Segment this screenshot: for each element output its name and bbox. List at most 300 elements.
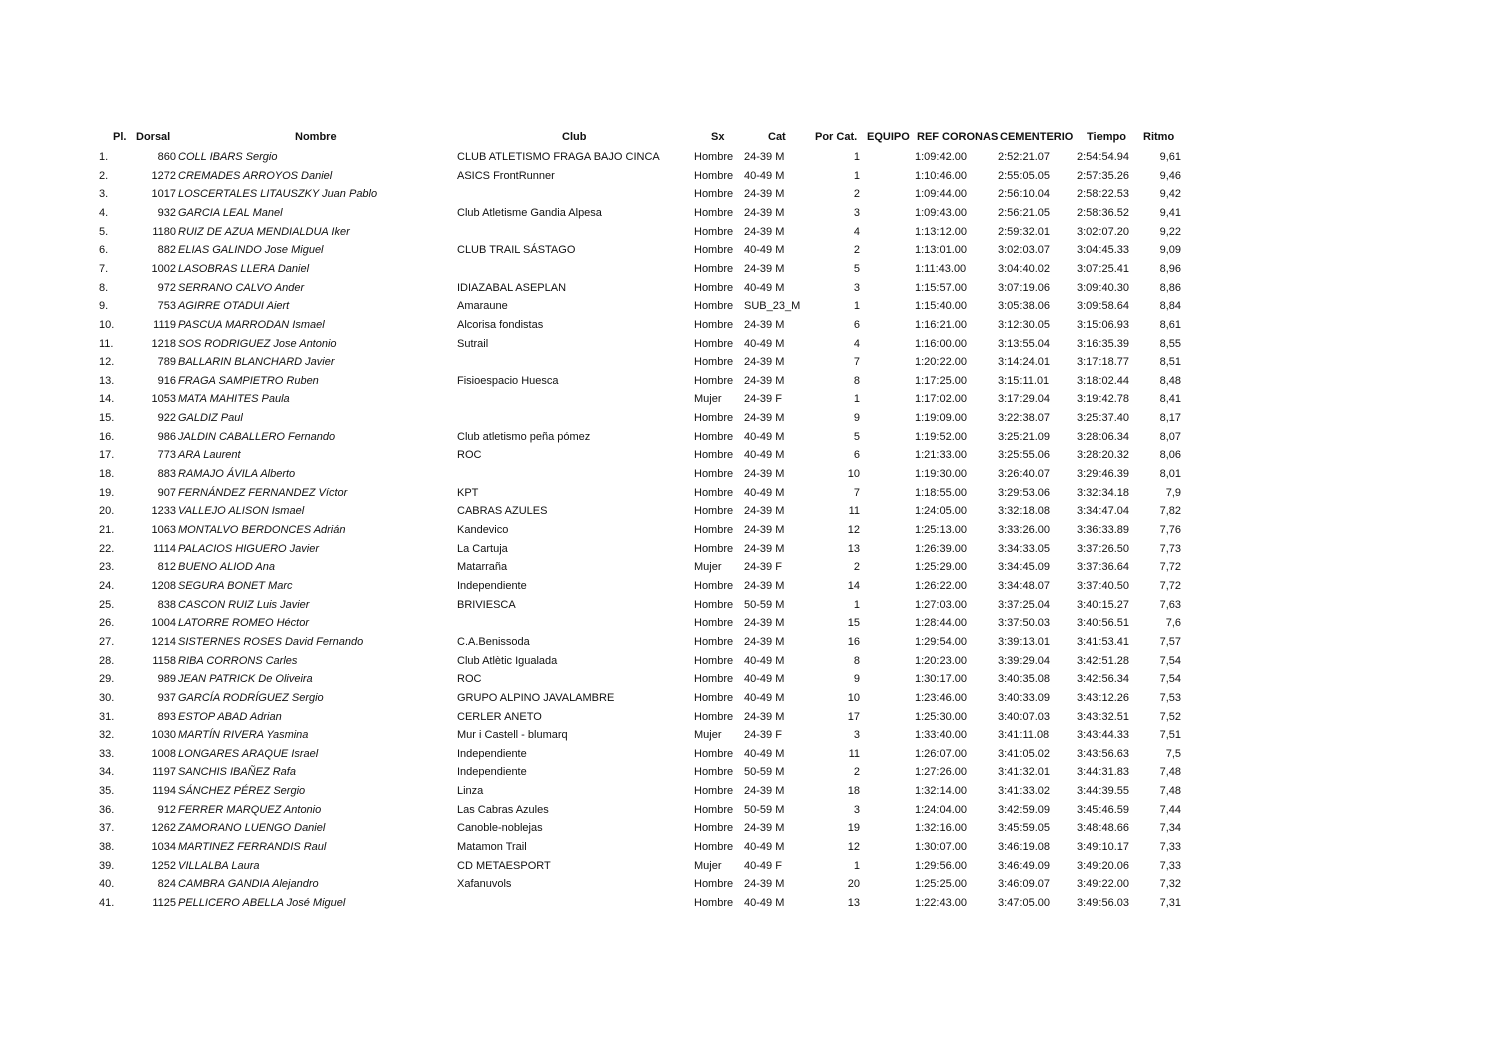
cell-tiempo: 3:42:51.28 xyxy=(1077,654,1129,667)
cell-ref-coronas: 1:19:52.00 xyxy=(915,430,967,443)
cell-ref-coronas: 1:27:03.00 xyxy=(915,598,967,611)
cell-cementerio: 3:05:38.06 xyxy=(998,300,1050,313)
cell-tiempo: 3:37:26.50 xyxy=(1077,542,1129,555)
cell-sx: Hombre xyxy=(694,878,734,891)
cell-cementerio: 2:56:21.05 xyxy=(998,206,1050,219)
table-row xyxy=(0,185,1497,204)
cell-sx: Hombre xyxy=(694,468,734,481)
cell-por-cat: 11 xyxy=(848,747,860,760)
table-row xyxy=(0,260,1497,279)
cell-dorsal: 1194 xyxy=(152,785,176,798)
cell-ritmo: 7,76 xyxy=(1159,524,1181,536)
cell-ritmo: 9,22 xyxy=(1159,225,1181,238)
cell-ref-coronas: 1:25:25.00 xyxy=(915,878,967,891)
cell-cat: 24-39 M xyxy=(744,206,785,219)
cell-sx: Hombre xyxy=(694,579,734,592)
cell-cat: 40-49 M xyxy=(744,691,785,704)
cell-tiempo: 2:58:36.52 xyxy=(1077,206,1129,219)
cell-pl: 40. xyxy=(99,878,115,891)
cell-dorsal: 1002 xyxy=(151,262,176,275)
cell-por-cat: 2 xyxy=(853,766,860,779)
cell-club: Sutrail xyxy=(457,337,489,350)
cell-tiempo: 3:09:58.64 xyxy=(1077,300,1129,313)
cell-dorsal: 1119 xyxy=(153,318,176,331)
cell-club: KPT xyxy=(457,486,479,499)
table-row xyxy=(0,782,1497,801)
cell-ref-coronas: 1:19:30.00 xyxy=(915,468,967,481)
cell-ref-coronas: 1:32:16.00 xyxy=(915,822,967,835)
table-row xyxy=(0,297,1497,316)
cell-por-cat: 12 xyxy=(847,524,860,536)
cell-dorsal: 860 xyxy=(157,151,176,163)
cell-cat: 24-39 M xyxy=(744,412,785,425)
cell-por-cat: 13 xyxy=(847,897,860,909)
table-row xyxy=(0,335,1497,354)
cell-dorsal: 1030 xyxy=(151,729,176,742)
cell-tiempo: 3:49:22.00 xyxy=(1077,878,1129,891)
cell-tiempo: 3:07:25.41 xyxy=(1077,262,1129,275)
cell-ref-coronas: 1:10:46.00 xyxy=(915,169,967,182)
table-row xyxy=(0,167,1497,186)
cell-tiempo: 3:36:33.89 xyxy=(1077,524,1129,536)
table-row xyxy=(0,801,1497,820)
cell-por-cat: 3 xyxy=(853,281,860,294)
cell-cat: 24-39 F xyxy=(744,393,782,406)
cell-dorsal: 907 xyxy=(157,486,176,499)
cell-nombre: SANCHIS IBAÑEZ Rafa xyxy=(178,766,296,779)
cell-pl: 26. xyxy=(99,617,115,630)
cell-tiempo: 2:54:54.94 xyxy=(1077,151,1129,163)
cell-dorsal: 916 xyxy=(157,374,176,387)
table-row xyxy=(0,708,1497,727)
table-row xyxy=(0,390,1497,409)
cell-club: Club atletismo peña pómez xyxy=(457,430,591,443)
cell-dorsal: 1158 xyxy=(152,654,176,667)
cell-sx: Hombre xyxy=(694,766,734,779)
cell-cat: 24-39 M xyxy=(744,374,785,387)
cell-cementerio: 3:47:05.00 xyxy=(998,897,1050,909)
cell-por-cat: 15 xyxy=(847,617,860,630)
cell-tiempo: 3:49:20.06 xyxy=(1077,859,1129,872)
cell-cat: SUB_23_M xyxy=(744,300,801,313)
cell-tiempo: 3:43:44.33 xyxy=(1077,729,1129,742)
cell-ref-coronas: 1:13:01.00 xyxy=(915,244,967,257)
cell-ritmo: 7,48 xyxy=(1159,785,1181,798)
cell-ritmo: 7,31 xyxy=(1159,897,1181,909)
cell-por-cat: 4 xyxy=(853,337,860,350)
cell-club: CLUB TRAIL SÁSTAGO xyxy=(457,244,576,257)
cell-tiempo: 3:32:34.18 xyxy=(1077,486,1129,499)
cell-nombre: FERRER MARQUEZ Antonio xyxy=(178,803,322,816)
cell-tiempo: 3:43:56.63 xyxy=(1077,747,1129,760)
cell-nombre: LATORRE ROMEO Héctor xyxy=(178,617,310,630)
table-row xyxy=(0,689,1497,708)
cell-dorsal: 883 xyxy=(157,468,176,481)
cell-nombre: ESTOP ABAD Adrian xyxy=(178,710,282,723)
cell-tiempo: 3:25:37.40 xyxy=(1077,412,1129,425)
table-header xyxy=(0,128,1497,147)
cell-nombre: AGIRRE OTADUI Aiert xyxy=(178,300,290,313)
cell-cat: 24-39 M xyxy=(744,505,785,518)
cell-por-cat: 4 xyxy=(853,225,860,238)
cell-cementerio: 3:37:25.04 xyxy=(998,598,1050,611)
cell-cat: 24-39 M xyxy=(744,878,785,891)
cell-cementerio: 3:34:48.07 xyxy=(998,579,1050,592)
cell-cementerio: 3:37:50.03 xyxy=(998,617,1050,630)
cell-sx: Hombre xyxy=(694,151,734,163)
cell-ritmo: 9,09 xyxy=(1159,244,1181,257)
cell-sx: Hombre xyxy=(694,897,734,909)
cell-cat: 24-39 M xyxy=(744,710,785,723)
table-row xyxy=(0,279,1497,298)
cell-nombre: PALACIOS HIGUERO Javier xyxy=(178,542,319,555)
cell-ref-coronas: 1:33:40.00 xyxy=(915,729,967,742)
cell-nombre: SOS RODRIGUEZ Jose Antonio xyxy=(178,337,337,350)
table-row xyxy=(0,372,1497,391)
header-equipo: EQUIPO xyxy=(867,131,910,143)
cell-dorsal: 972 xyxy=(157,281,176,294)
cell-ritmo: 7,32 xyxy=(1159,878,1181,891)
cell-nombre: MONTALVO BERDONCES Adrián xyxy=(178,524,346,536)
cell-pl: 23. xyxy=(99,561,115,574)
cell-club: GRUPO ALPINO JAVALAMBRE xyxy=(457,691,615,704)
cell-cat: 50-59 M xyxy=(744,766,785,779)
cell-por-cat: 10 xyxy=(847,468,860,481)
cell-ritmo: 7,6 xyxy=(1165,617,1181,630)
cell-por-cat: 5 xyxy=(853,430,860,443)
cell-pl: 39. xyxy=(99,859,115,872)
cell-dorsal: 1233 xyxy=(151,505,176,518)
cell-ref-coronas: 1:25:29.00 xyxy=(915,561,967,574)
table-row xyxy=(0,465,1497,484)
cell-ref-coronas: 1:25:13.00 xyxy=(915,524,967,536)
table-row xyxy=(0,521,1497,540)
cell-ritmo: 8,07 xyxy=(1159,430,1181,443)
cell-nombre: VILLALBA Laura xyxy=(178,859,260,872)
cell-por-cat: 9 xyxy=(853,412,860,425)
cell-pl: 16. xyxy=(99,430,115,443)
cell-por-cat: 1 xyxy=(853,598,860,611)
cell-pl: 6. xyxy=(99,244,109,257)
cell-club: Independiente xyxy=(457,747,527,760)
cell-pl: 29. xyxy=(99,673,115,686)
cell-por-cat: 20 xyxy=(847,878,860,891)
cell-tiempo: 2:58:22.53 xyxy=(1077,188,1129,201)
cell-sx: Mujer xyxy=(694,859,722,872)
cell-dorsal: 1034 xyxy=(151,841,176,854)
cell-nombre: FRAGA SAMPIETRO Ruben xyxy=(178,374,319,387)
cell-ritmo: 8,51 xyxy=(1159,356,1181,369)
cell-cat: 24-39 M xyxy=(744,356,785,369)
cell-dorsal: 1197 xyxy=(152,766,176,779)
cell-ritmo: 7,72 xyxy=(1159,579,1181,592)
cell-cementerio: 3:26:40.07 xyxy=(998,468,1050,481)
cell-ref-coronas: 1:28:44.00 xyxy=(915,617,967,630)
cell-nombre: MARTINEZ FERRANDIS Raul xyxy=(178,841,327,854)
table-row xyxy=(0,558,1497,577)
cell-sx: Hombre xyxy=(694,262,734,275)
cell-pl: 4. xyxy=(99,206,109,219)
cell-cat: 24-39 M xyxy=(744,188,785,201)
cell-por-cat: 7 xyxy=(853,356,860,369)
cell-cementerio: 3:25:21.09 xyxy=(998,430,1050,443)
cell-cementerio: 3:40:35.08 xyxy=(998,673,1050,686)
cell-cementerio: 3:32:18.08 xyxy=(998,505,1050,518)
cell-cementerio: 3:04:40.02 xyxy=(998,262,1050,275)
cell-cementerio: 3:29:53.06 xyxy=(998,486,1050,499)
cell-club: Amaraune xyxy=(457,300,508,313)
cell-dorsal: 1017 xyxy=(151,188,176,201)
cell-ritmo: 7,82 xyxy=(1159,505,1181,518)
cell-cementerio: 3:12:30.05 xyxy=(998,318,1050,331)
cell-ritmo: 7,52 xyxy=(1159,710,1181,723)
cell-por-cat: 2 xyxy=(853,561,860,574)
cell-ritmo: 7,51 xyxy=(1159,729,1181,742)
cell-ref-coronas: 1:26:22.00 xyxy=(915,579,967,592)
cell-por-cat: 1 xyxy=(853,393,860,406)
cell-por-cat: 11 xyxy=(848,505,860,518)
cell-club: Club Atlètic Igualada xyxy=(457,654,558,667)
cell-por-cat: 7 xyxy=(853,486,860,499)
cell-cementerio: 3:07:19.06 xyxy=(998,281,1050,294)
cell-ref-coronas: 1:15:57.00 xyxy=(915,281,967,294)
cell-tiempo: 3:04:45.33 xyxy=(1077,244,1129,257)
cell-por-cat: 6 xyxy=(853,318,860,331)
cell-ritmo: 8,96 xyxy=(1159,262,1181,275)
cell-sx: Mujer xyxy=(694,393,722,406)
cell-ref-coronas: 1:20:22.00 xyxy=(915,356,967,369)
cell-sx: Hombre xyxy=(694,691,734,704)
cell-cat: 24-39 F xyxy=(744,561,782,574)
cell-sx: Hombre xyxy=(694,281,734,294)
cell-sx: Hombre xyxy=(694,841,734,854)
cell-cat: 24-39 M xyxy=(744,617,785,630)
cell-nombre: LASOBRAS LLERA Daniel xyxy=(178,262,310,275)
cell-cat: 40-49 M xyxy=(744,449,785,462)
cell-tiempo: 3:43:32.51 xyxy=(1077,710,1129,723)
cell-cementerio: 3:13:55.04 xyxy=(998,337,1050,350)
cell-sx: Hombre xyxy=(694,785,734,798)
table-row xyxy=(0,428,1497,447)
cell-tiempo: 3:37:36.64 xyxy=(1077,561,1129,574)
cell-cat: 40-49 F xyxy=(744,859,782,872)
cell-dorsal: 1252 xyxy=(151,859,176,872)
cell-cementerio: 3:33:26.00 xyxy=(998,524,1050,536)
cell-sx: Hombre xyxy=(694,300,734,313)
cell-ref-coronas: 1:29:56.00 xyxy=(915,859,967,872)
table-row xyxy=(0,484,1497,503)
cell-cat: 24-39 M xyxy=(744,151,785,163)
cell-cat: 24-39 M xyxy=(744,785,785,798)
cell-por-cat: 14 xyxy=(847,579,860,592)
cell-dorsal: 789 xyxy=(157,356,176,369)
header-cementerio: CEMENTERIO xyxy=(1000,131,1074,143)
cell-ref-coronas: 1:09:42.00 xyxy=(915,151,967,163)
cell-dorsal: 937 xyxy=(157,691,176,704)
cell-sx: Hombre xyxy=(694,617,734,630)
table-row xyxy=(0,540,1497,559)
cell-ritmo: 9,41 xyxy=(1159,206,1181,219)
cell-sx: Hombre xyxy=(694,542,734,555)
cell-sx: Hombre xyxy=(694,747,734,760)
cell-cementerio: 3:02:03.07 xyxy=(998,244,1050,257)
cell-ref-coronas: 1:17:25.00 xyxy=(915,374,967,387)
cell-nombre: RAMAJO ÁVILA Alberto xyxy=(178,468,296,481)
cell-sx: Hombre xyxy=(694,486,734,499)
cell-cementerio: 3:41:05.02 xyxy=(998,747,1050,760)
table-row xyxy=(0,446,1497,465)
cell-club: ASICS FrontRunner xyxy=(457,169,555,182)
cell-ref-coronas: 1:32:14.00 xyxy=(915,785,967,798)
cell-nombre: GALDIZ Paul xyxy=(178,412,243,425)
table-row xyxy=(0,148,1497,167)
cell-pl: 7. xyxy=(99,262,109,275)
cell-ref-coronas: 1:18:55.00 xyxy=(915,486,967,499)
cell-ref-coronas: 1:26:07.00 xyxy=(915,747,967,760)
table-row xyxy=(0,838,1497,857)
cell-dorsal: 1262 xyxy=(151,822,176,835)
cell-dorsal: 893 xyxy=(157,710,176,723)
cell-cementerio: 3:42:59.09 xyxy=(998,803,1050,816)
header-tiempo: Tiempo xyxy=(1087,131,1126,143)
cell-pl: 12. xyxy=(99,356,115,369)
cell-sx: Mujer xyxy=(694,561,722,574)
cell-tiempo: 3:44:39.55 xyxy=(1077,785,1129,798)
cell-cementerio: 2:56:10.04 xyxy=(998,188,1050,201)
cell-nombre: SISTERNES ROSES David Fernando xyxy=(178,635,364,648)
cell-tiempo: 3:16:35.39 xyxy=(1077,337,1129,350)
cell-club: Xafanuvols xyxy=(457,878,512,891)
cell-cat: 24-39 M xyxy=(744,262,785,275)
cell-club: Mur i Castell - blumarq xyxy=(457,729,568,742)
cell-ref-coronas: 1:09:43.00 xyxy=(915,206,967,219)
cell-ritmo: 7,73 xyxy=(1159,542,1181,555)
cell-cat: 40-49 M xyxy=(744,841,785,854)
cell-dorsal: 1218 xyxy=(151,337,176,350)
cell-por-cat: 12 xyxy=(847,841,860,854)
cell-tiempo: 3:49:56.03 xyxy=(1077,897,1129,909)
cell-nombre: CASCON RUIZ Luis Javier xyxy=(178,598,310,611)
cell-nombre: GARCIA LEAL Manel xyxy=(178,206,283,219)
table-row xyxy=(0,409,1497,428)
cell-club: Fisioespacio Huesca xyxy=(457,374,559,387)
cell-sx: Hombre xyxy=(694,244,734,257)
cell-por-cat: 10 xyxy=(847,691,860,704)
cell-nombre: GARCÍA RODRÍGUEZ Sergio xyxy=(178,691,324,704)
cell-club: CERLER ANETO xyxy=(457,710,542,723)
cell-cementerio: 2:55:05.05 xyxy=(998,169,1050,182)
cell-nombre: RIBA CORRONS Carles xyxy=(178,654,298,667)
cell-cat: 24-39 M xyxy=(744,524,785,536)
cell-ref-coronas: 1:24:05.00 xyxy=(915,505,967,518)
table-row xyxy=(0,763,1497,782)
table-row xyxy=(0,857,1497,876)
cell-nombre: MARTÍN RIVERA Yasmina xyxy=(178,729,309,742)
cell-por-cat: 3 xyxy=(853,206,860,219)
cell-ref-coronas: 1:23:46.00 xyxy=(915,691,967,704)
cell-pl: 20. xyxy=(99,505,115,518)
cell-ref-coronas: 1:17:02.00 xyxy=(915,393,967,406)
cell-ref-coronas: 1:13:12.00 xyxy=(915,225,967,238)
cell-cat: 24-39 M xyxy=(744,822,785,835)
cell-sx: Hombre xyxy=(694,225,734,238)
cell-cat: 40-49 M xyxy=(744,244,785,257)
cell-por-cat: 3 xyxy=(853,803,860,816)
cell-cementerio: 3:41:33.02 xyxy=(998,785,1050,798)
cell-dorsal: 812 xyxy=(157,561,176,574)
cell-ritmo: 9,46 xyxy=(1159,169,1181,182)
cell-dorsal: 986 xyxy=(157,430,176,443)
cell-dorsal: 1180 xyxy=(152,225,176,238)
cell-cementerio: 3:39:13.01 xyxy=(998,635,1050,648)
cell-nombre: CREMADES ARROYOS Daniel xyxy=(178,169,333,182)
cell-sx: Hombre xyxy=(694,505,734,518)
table-row xyxy=(0,241,1497,260)
cell-cementerio: 3:34:33.05 xyxy=(998,542,1050,555)
table-row xyxy=(0,819,1497,838)
header-club: Club xyxy=(562,131,587,143)
cell-pl: 18. xyxy=(99,468,115,481)
header-cat: Cat xyxy=(768,131,786,143)
cell-sx: Hombre xyxy=(694,524,734,536)
cell-club: Canoble-noblejas xyxy=(457,822,543,835)
cell-por-cat: 6 xyxy=(853,449,860,462)
cell-por-cat: 2 xyxy=(853,244,860,257)
cell-ritmo: 8,17 xyxy=(1159,412,1181,425)
cell-por-cat: 8 xyxy=(853,374,860,387)
cell-club: Linza xyxy=(457,785,484,798)
cell-sx: Hombre xyxy=(694,169,734,182)
cell-por-cat: 2 xyxy=(853,188,860,201)
cell-club: ROC xyxy=(457,673,482,686)
cell-pl: 25. xyxy=(99,598,115,611)
cell-ref-coronas: 1:11:43.00 xyxy=(915,262,967,275)
cell-pl: 8. xyxy=(99,281,109,294)
cell-sx: Hombre xyxy=(694,374,734,387)
cell-pl: 30. xyxy=(99,691,115,704)
cell-por-cat: 1 xyxy=(853,151,860,163)
cell-pl: 33. xyxy=(99,747,115,760)
cell-cementerio: 3:46:09.07 xyxy=(998,878,1050,891)
table-row xyxy=(0,204,1497,223)
cell-cementerio: 3:40:33.09 xyxy=(998,691,1050,704)
header-por-cat: Por Cat. xyxy=(815,131,858,143)
cell-cementerio: 3:15:11.01 xyxy=(998,374,1050,387)
cell-tiempo: 3:41:53.41 xyxy=(1077,635,1129,648)
cell-cat: 40-49 M xyxy=(744,169,785,182)
cell-cat: 24-39 M xyxy=(744,542,785,555)
cell-ritmo: 7,57 xyxy=(1159,635,1181,648)
cell-ritmo: 7,33 xyxy=(1159,859,1181,872)
table-row xyxy=(0,502,1497,521)
cell-pl: 17. xyxy=(99,449,115,462)
cell-tiempo: 3:19:42.78 xyxy=(1077,393,1129,406)
cell-dorsal: 912 xyxy=(157,803,176,816)
cell-ref-coronas: 1:20:23.00 xyxy=(915,654,967,667)
cell-club: Club Atletisme Gandia Alpesa xyxy=(457,206,602,219)
cell-dorsal: 1208 xyxy=(151,579,176,592)
cell-ritmo: 8,06 xyxy=(1159,449,1181,462)
cell-por-cat: 9 xyxy=(853,673,860,686)
cell-ref-coronas: 1:24:04.00 xyxy=(915,803,967,816)
cell-nombre: BALLARIN BLANCHARD Javier xyxy=(178,356,335,369)
cell-dorsal: 1053 xyxy=(151,393,176,406)
cell-pl: 37. xyxy=(99,822,115,835)
cell-ref-coronas: 1:15:40.00 xyxy=(915,300,967,313)
cell-ref-coronas: 1:21:33.00 xyxy=(915,449,967,462)
cell-ritmo: 8,01 xyxy=(1159,468,1181,481)
cell-pl: 38. xyxy=(99,841,115,854)
